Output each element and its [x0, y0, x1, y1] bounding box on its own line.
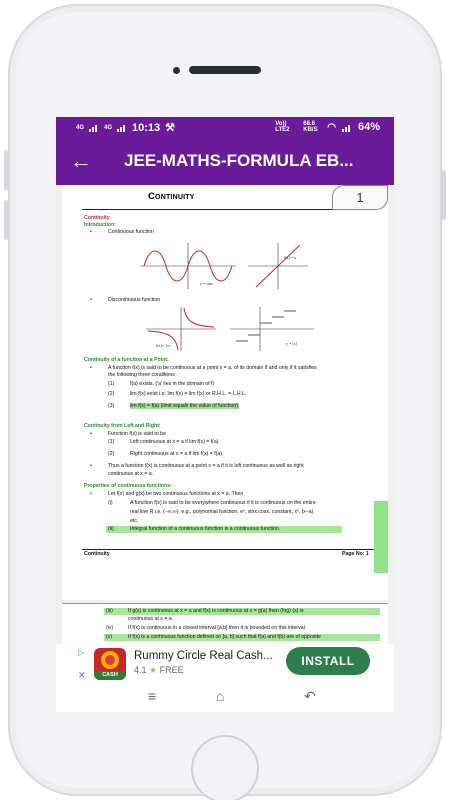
cont-point-heading: Continuity of a function at a Point: [84, 357, 169, 363]
fx-label: f(x) = x [284, 255, 297, 260]
condition-number: (2) [108, 391, 115, 397]
ad-banner[interactable] [56, 644, 394, 684]
ad-app-name[interactable]: Rummy Circle Real Cash... [134, 650, 273, 662]
network-b: 4G [104, 124, 113, 131]
section-title: Continuity [84, 215, 110, 221]
install-button[interactable]: INSTALL [286, 647, 370, 675]
condition-3: lim f(x) = f(a) (limit equals the value of function). [130, 403, 240, 409]
condition-number: (1) [108, 381, 115, 387]
prop-number: (iv) [106, 625, 114, 631]
pdf-page [62, 185, 388, 600]
app-title: JEE-MATHS-FORMULA EB... [124, 151, 354, 170]
bullet-icon: • [90, 491, 92, 497]
prop-number: (v) [106, 634, 113, 640]
prop-iii: continuous at x = a. [128, 616, 174, 622]
signal-icon [117, 123, 127, 132]
home-hardware-button[interactable] [191, 735, 259, 800]
network-a: 4G [76, 124, 85, 131]
rating-value: 4.1 [134, 665, 147, 675]
clock: 10:13 [132, 121, 161, 134]
condition-number: (3) [108, 403, 115, 409]
prop-number: (i) [108, 500, 113, 506]
lr-thus: Thus a function f(x) is continuous at a point x = a if it is left continuous as well as right [108, 463, 304, 469]
1x-label: f(x)= 1/x [156, 343, 171, 348]
prop-ii: Integral function of a continuous function is a continuous function. [130, 526, 281, 532]
navigation-bar [56, 684, 394, 712]
volume-button [4, 200, 8, 240]
sine-graph [140, 241, 236, 291]
screen [56, 117, 394, 712]
home-icon[interactable]: ⌂ [216, 688, 225, 704]
app-bar [56, 139, 394, 185]
bullet-icon: • [90, 297, 92, 303]
front-camera [173, 67, 180, 74]
props-heading: Properties of continuous functions: [84, 483, 172, 489]
scroll-thumb[interactable] [374, 501, 388, 573]
prop-iv: If f(x) is continuous in a closed interval [a,b] then it is bounded on this interval. [128, 625, 307, 631]
footer-left: Continuity [84, 551, 110, 557]
menu-icon[interactable]: ≡ [148, 688, 157, 704]
prop-number: (iii) [106, 608, 113, 614]
bullet-icon: • [90, 365, 92, 371]
signal-icon [342, 123, 352, 132]
volume-button [4, 150, 8, 190]
tools-icon: ⚒ [165, 122, 176, 134]
wifi-icon: ◠ [327, 121, 336, 133]
header-rule [82, 209, 338, 210]
signal-icon [89, 123, 99, 132]
battery-level: 64% [357, 121, 380, 133]
ad-rating [134, 665, 184, 676]
reciprocal-graph [146, 305, 216, 353]
back-icon[interactable]: ↶ [304, 688, 316, 704]
footer-right: Page No: 1 [342, 551, 369, 557]
bullet-icon: • [90, 229, 92, 235]
prop-i: real line R i.e. (−∞,∞). e.g., polynomial function, eˣ, sinx,cosx, constant, xⁿ, |x−a| [130, 509, 313, 515]
price-label: FREE [159, 665, 184, 675]
status-bar [56, 117, 394, 139]
page-title: Continuity [148, 191, 195, 202]
floor-graph [230, 305, 314, 353]
condition-2: lim f(x) exist i.e. lim f(x) = lim f(x) or R.H.L. = L.H.L. [130, 391, 247, 397]
cont-point-text: A function f(x) is said to be continuous at a point x = a, of its domain if and only if it satisfies [108, 365, 317, 371]
bullet-icon: • [90, 431, 92, 437]
prop-v: If f(x) is a continuous function defined on [a, b] such that f(a) and f(b) are of opposite [128, 634, 321, 640]
lr-left: Left continuous at x = a if lim f(x) = f(a) [130, 439, 219, 445]
volte-indicator: Vo)) LTE2 [275, 121, 290, 133]
logo-ring [101, 651, 119, 669]
earpiece-speaker [189, 66, 261, 74]
close-icon[interactable]: ✕ [78, 670, 86, 680]
lr-number: (1) [108, 439, 115, 445]
yx-label: y = [x] [286, 341, 297, 346]
sinx-label: y = sinx [200, 281, 213, 286]
app-icon[interactable] [94, 648, 126, 680]
power-button [442, 170, 446, 220]
continuous-label: Continuous function [108, 229, 154, 235]
pdf-viewer[interactable] [56, 185, 394, 644]
data-speed: 68.6 KB/S [303, 121, 318, 133]
discontinuous-label: Discontinuous function [108, 297, 161, 303]
lr-thus: continuous at x = a. [108, 471, 154, 477]
icon-label: CASH [94, 671, 126, 680]
star-icon: ★ [149, 665, 158, 675]
condition-1: f(a) exists. ('a' lies in the domain of f) [130, 381, 215, 387]
arrow-left-icon[interactable]: ← [70, 148, 92, 173]
lr-right: Right continuous at x = a if lim f(x) = f(a). [130, 451, 224, 457]
cont-point-text: the following three conditions : [108, 372, 178, 378]
cont-lr-heading: Continuity from Left and Right: [84, 423, 161, 429]
page-number-badge: 1 [332, 185, 388, 210]
prop-number: (ii) [108, 526, 114, 532]
identity-graph [248, 241, 308, 291]
lr-number: (2) [108, 451, 115, 457]
bullet-icon: • [90, 463, 92, 469]
prop-iii: If g(x) is continuous at x = a and f(x) is continuous at x = g(a) then (fog) (x) is [128, 608, 304, 614]
adchoices-icon[interactable]: ▷ [78, 648, 85, 657]
intro-heading: Introduction: [84, 222, 116, 228]
footer-rule [82, 549, 382, 550]
props-intro: Let f(x) and g(x) be two continuous functions at x = a. Then [108, 491, 244, 497]
prop-i: etc. [130, 518, 139, 524]
lr-intro: Function f(x) is said to be [108, 431, 166, 437]
prop-i: A function f(x) is said to be everywhere continuous if it is continuous on the entire [130, 500, 316, 506]
